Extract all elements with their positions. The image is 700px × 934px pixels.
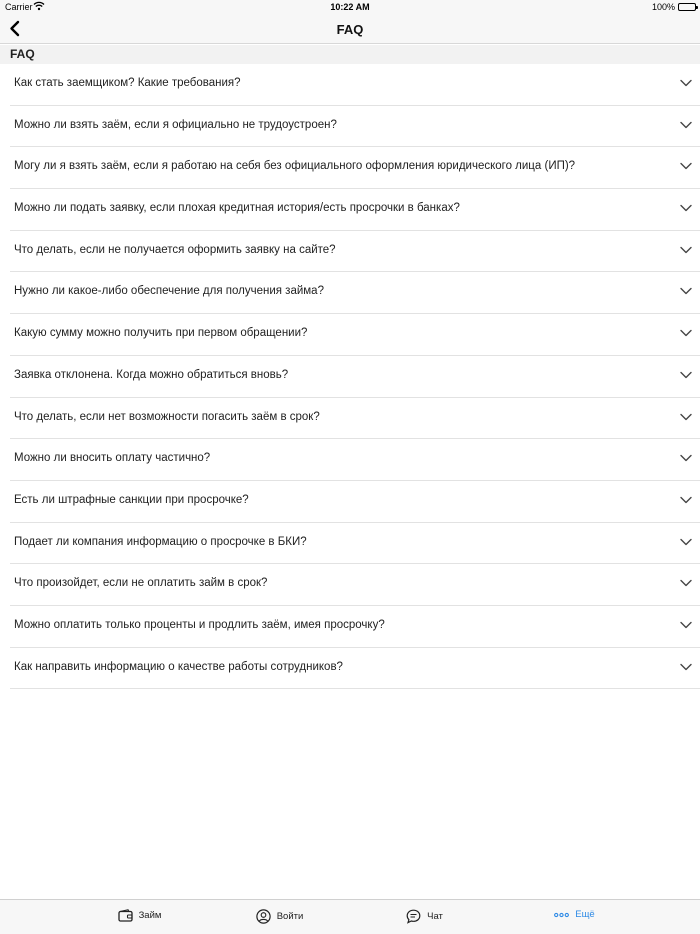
section-header <box>0 45 700 64</box>
section-header-label: FAQ <box>10 47 35 61</box>
faq-question: Можно ли подать заявку, если плохая кредитная история/есть просрочки в банках? <box>14 202 460 215</box>
faq-question: Как направить информацию о качестве работы сотрудников? <box>14 660 343 673</box>
faq-question: Нужно ли какое-либо обеспечение для получения займа? <box>14 285 324 298</box>
battery-icon <box>678 3 696 11</box>
faq-question: Что делать, если нет возможности погасить заём в срок? <box>14 410 320 423</box>
faq-item[interactable] <box>10 147 700 189</box>
chevron-down-icon <box>680 621 692 629</box>
back-button[interactable] <box>4 17 28 41</box>
faq-item[interactable] <box>10 523 700 565</box>
faq-question: Подает ли компания информацию о просрочке в БКИ? <box>14 535 307 548</box>
tab-bar <box>0 899 700 934</box>
chevron-down-icon <box>680 246 692 254</box>
carrier-label: Carrier <box>5 2 33 12</box>
chevron-down-icon <box>680 204 692 212</box>
faq-question: Заявка отклонена. Когда можно обратиться вновь? <box>14 368 289 381</box>
faq-item[interactable] <box>10 64 700 106</box>
faq-item[interactable] <box>10 606 700 648</box>
faq-item[interactable] <box>10 398 700 440</box>
chevron-down-icon <box>680 162 692 170</box>
faq-item[interactable] <box>10 189 700 231</box>
tab-loan-label: Займ <box>138 910 162 921</box>
faq-item[interactable] <box>10 648 700 690</box>
faq-question: Что делать, если не получается оформить заявку на сайте? <box>14 243 336 256</box>
faq-question: Что произойдет, если не оплатить займ в срок? <box>14 577 268 590</box>
faq-item[interactable] <box>10 481 700 523</box>
battery-percent: 100% <box>651 2 675 12</box>
chat-icon <box>406 909 421 924</box>
chevron-down-icon <box>680 371 692 379</box>
chevron-left-icon <box>4 17 28 41</box>
chevron-down-icon <box>680 121 692 129</box>
tab-login-label: Войти <box>276 911 304 922</box>
chevron-down-icon <box>680 538 692 546</box>
chevron-down-icon <box>680 663 692 671</box>
faq-question: Можно ли взять заём, если я официально не трудоустроен? <box>14 118 337 131</box>
faq-item[interactable] <box>10 439 700 481</box>
tab-chat-label: Чат <box>427 911 443 922</box>
faq-item[interactable] <box>10 356 700 398</box>
chevron-down-icon <box>680 287 692 295</box>
faq-item[interactable] <box>10 272 700 314</box>
faq-list <box>0 64 700 689</box>
faq-question: Можно ли вносить оплату частично? <box>14 452 211 465</box>
faq-item[interactable] <box>10 564 700 606</box>
faq-question: Можно оплатить только проценты и продлить заём, имея просрочку? <box>14 618 385 631</box>
chevron-down-icon <box>680 496 692 504</box>
tab-more[interactable] <box>487 900 662 934</box>
faq-question: Как стать заемщиком? Какие требования? <box>14 77 241 89</box>
faq-question: Есть ли штрафные санкции при просрочке? <box>14 493 249 506</box>
chevron-down-icon <box>680 329 692 337</box>
chevron-down-icon <box>680 79 692 87</box>
tab-chat[interactable] <box>337 900 512 934</box>
navigation-bar <box>0 14 700 44</box>
page-title: FAQ <box>336 22 364 37</box>
more-dots-icon <box>554 912 569 918</box>
clock: 10:22 AM <box>330 2 370 12</box>
status-bar <box>0 0 700 14</box>
faq-item[interactable] <box>10 314 700 356</box>
faq-item[interactable] <box>10 231 700 273</box>
user-circle-icon <box>256 909 271 924</box>
wallet-icon <box>118 909 133 922</box>
chevron-down-icon <box>680 413 692 421</box>
faq-question: Какую сумму можно получить при первом обращении? <box>14 327 308 340</box>
chevron-down-icon <box>680 454 692 462</box>
chevron-down-icon <box>680 579 692 587</box>
faq-item[interactable] <box>10 106 700 148</box>
tab-more-label: Ещё <box>575 909 595 920</box>
faq-question: Могу ли я взять заём, если я работаю на себя без официального оформления юридического лица (ИП)? <box>14 160 576 173</box>
